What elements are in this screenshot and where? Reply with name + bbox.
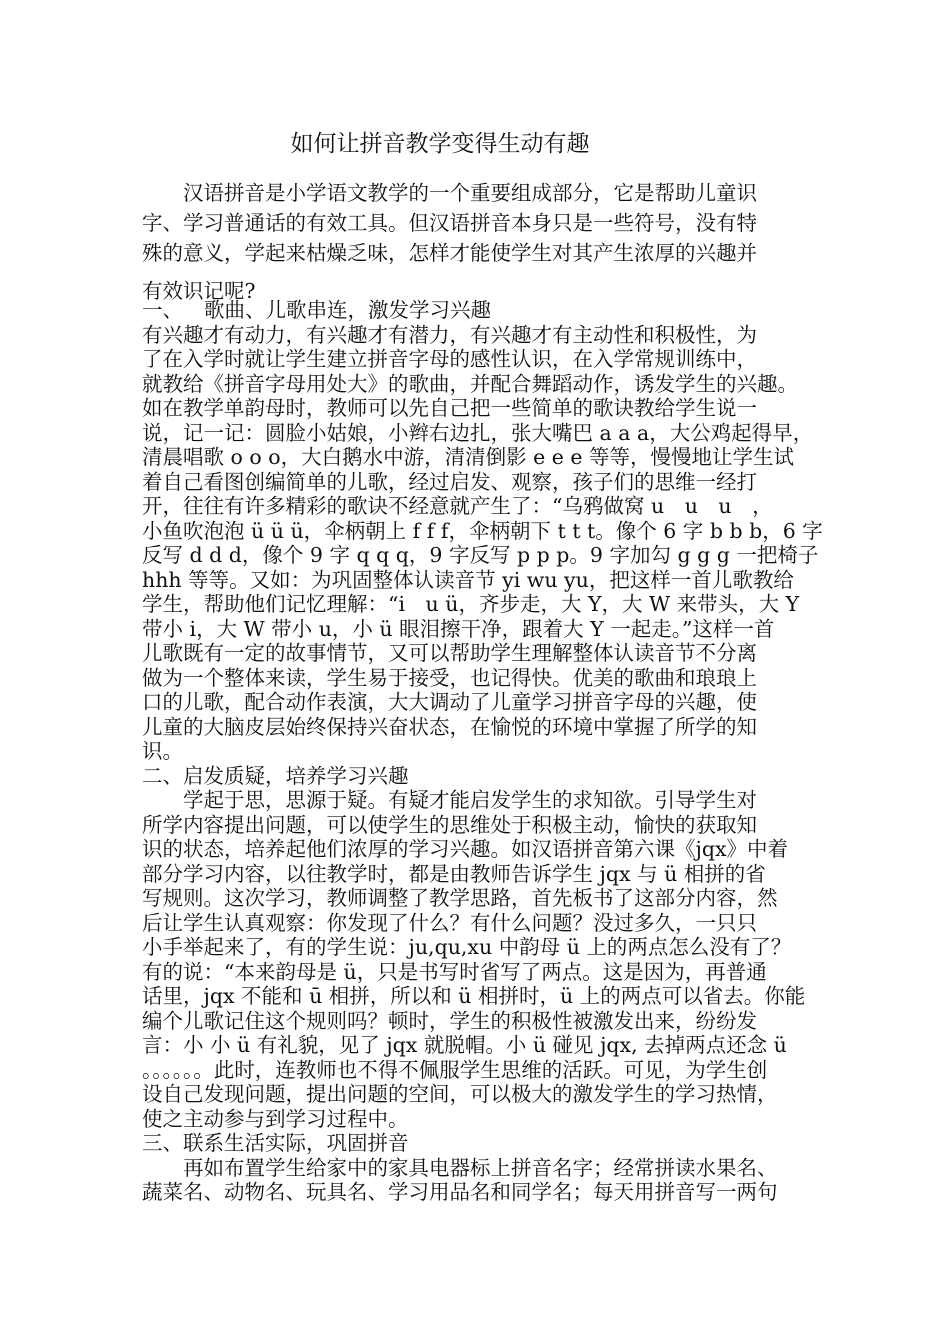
paragraph-line: 后让学生认真观察：你发现了什么？有什么问题？没过多久，一只只 [142, 910, 757, 935]
paragraph-line: 话里，jqx 不能和 ū 相拼，所以和 ü 相拼时，ü 上的两点可以省去。你能 [142, 984, 806, 1008]
section-number: 一、 [142, 298, 183, 322]
paragraph-line: 部分学习内容，以往教学时，都是由教师告诉学生 jqx 与 ü 相拼的省 [142, 861, 766, 886]
paragraph-line: hhh 等等。又如：为巩固整体认读音节 yi wu yu，把这样一首儿歌教给 [142, 567, 794, 592]
paragraph-line: 有的说：“本来韵母是 ü，只是书写时省写了两点。这是因为，再普通 [142, 959, 767, 984]
paragraph-line: 所学内容提出问题，可以使学生的思维处于积极主动，愉快的获取知 [142, 812, 757, 837]
intro-line: 有效识记呢? [142, 279, 256, 303]
intro-line: 字、学习普通话的有效工具。但汉语拼音本身只是一些符号，没有特 [142, 211, 757, 235]
paragraph-line: 清晨唱歌 o o o，大白鹅水中游，清清倒影 e e e 等等，慢慢地让学生试 [142, 445, 795, 469]
paragraph-line: 学生，帮助他们记忆理解：“i u ü，齐步走，大 Y，大 W 来带头，大 Y [142, 592, 800, 616]
intro-line: 汉语拼音是小学语文教学的一个重要组成部分，它是帮助儿童识 [183, 181, 757, 205]
paragraph-line: 学起于思，思源于疑。有疑才能启发学生的求知欲。引导学生对 [183, 788, 757, 812]
paragraph-line: 儿童的大脑皮层始终保持兴奋状态，在愉悦的环境中掌握了所学的知 [142, 714, 757, 739]
paragraph-line: 小鱼吹泡泡 ü ü ü，伞柄朝上 f f f，伞柄朝下 t t t。像个 6 字 b b b，6 字 [142, 518, 823, 543]
paragraph-line: 着自己看图创编简单的儿歌，经过启发、观察，孩子们的思维一经打 [142, 469, 757, 494]
paragraph-line: 识。 [142, 739, 183, 763]
paragraph-line: 小手举起来了，有的学生说：ju,qu,xu 中韵母 ü 上的两点怎么没有了？ [142, 935, 792, 959]
paragraph-line: 识的状态，培养起他们浓厚的学习兴趣。如汉语拼音第六课《jqx》中着 [142, 837, 789, 861]
section-heading [142, 298, 828, 323]
section-heading-text: 歌曲、儿歌串连，激发学习兴趣 [204, 298, 491, 322]
paragraph-line: 使之主动参与到学习过程中。 [142, 1106, 409, 1131]
paragraph-line: 做为一个整体来读，学生易于接受，也记得快。优美的歌曲和琅琅上 [142, 665, 757, 690]
paragraph-line: 儿歌既有一定的故事情节，又可以帮助学生理解整体认读音节不分离 [142, 641, 757, 665]
paragraph-line: 蔬菜名、动物名、玩具名、学习用品名和同学名；每天用拼音写一两句 [142, 1180, 778, 1204]
paragraph-line: 带小 i，大 W 带小 u，小 ü 眼泪擦干净，跟着大 Y 一起走。”这样一首 [142, 616, 775, 641]
paragraph-line: 言：小 小 ü 有礼貌，见了 jqx 就脱帽。小 ü 碰见 jqx, 去掉两点还念 ü [142, 1033, 787, 1057]
paragraph-line: 了在入学时就让学生建立拼音字母的感性认识，在入学常规训练中， [142, 347, 757, 371]
main-body [142, 298, 828, 1205]
paragraph-line: 开，往往有许多精彩的歌诀不经意就产生了：“乌鸦做窝 u u u ， [142, 494, 773, 518]
intro-line: 殊的意义，学起来枯燥乏味，怎样才能使学生对其产生浓厚的兴趣并 [142, 241, 757, 265]
paragraph-line: 口的儿歌，配合动作表演，大大调动了儿童学习拼音字母的兴趣，使 [142, 690, 757, 714]
paragraph-line: 。。。。。。此时，连教师也不得不佩服学生思维的活跃。可见，为学生创 [142, 1057, 768, 1082]
paragraph-line: 编个儿歌记住这个规则吗？顿时，学生的积极性被激发出来，纷纷发 [142, 1008, 757, 1033]
intro-paragraph [142, 178, 828, 306]
paragraph-line: 就教给《拼音字母用处大》的歌曲，并配合舞蹈动作，诱发学生的兴趣。 [142, 371, 798, 396]
section-heading: 二、启发质疑，培养学习兴趣 [142, 763, 409, 788]
paragraph-line: 设自己发现问题，提出问题的空间，可以极大的激发学生的学习热情， [142, 1082, 778, 1106]
document-title: 如何让拼音教学变得生动有趣 [290, 131, 590, 157]
paragraph-line: 如在教学单韵母时，教师可以先自己把一些简单的歌诀教给学生说一 [142, 396, 757, 420]
paragraph-line: 再如布置学生给家中的家具电器标上拼音名字；经常拼读水果名、 [183, 1155, 778, 1180]
paragraph-line: 说，记一记：圆脸小姑娘，小辫右边扎，张大嘴巴 a a a，大公鸡起得早， [142, 420, 814, 445]
section-heading: 三、联系生活实际，巩固拼音 [142, 1131, 409, 1155]
paragraph-line: 写规则。这次学习，教师调整了教学思路，首先板书了这部分内容，然 [142, 886, 778, 910]
paragraph-line: 有兴趣才有动力，有兴趣才有潜力，有兴趣才有主动性和积极性，为 [142, 322, 757, 347]
paragraph-line: 反写 d d d，像个 9 字 q q q，9 字反写 p p p。9 字加勾 g g g 一把椅子 [142, 543, 819, 567]
